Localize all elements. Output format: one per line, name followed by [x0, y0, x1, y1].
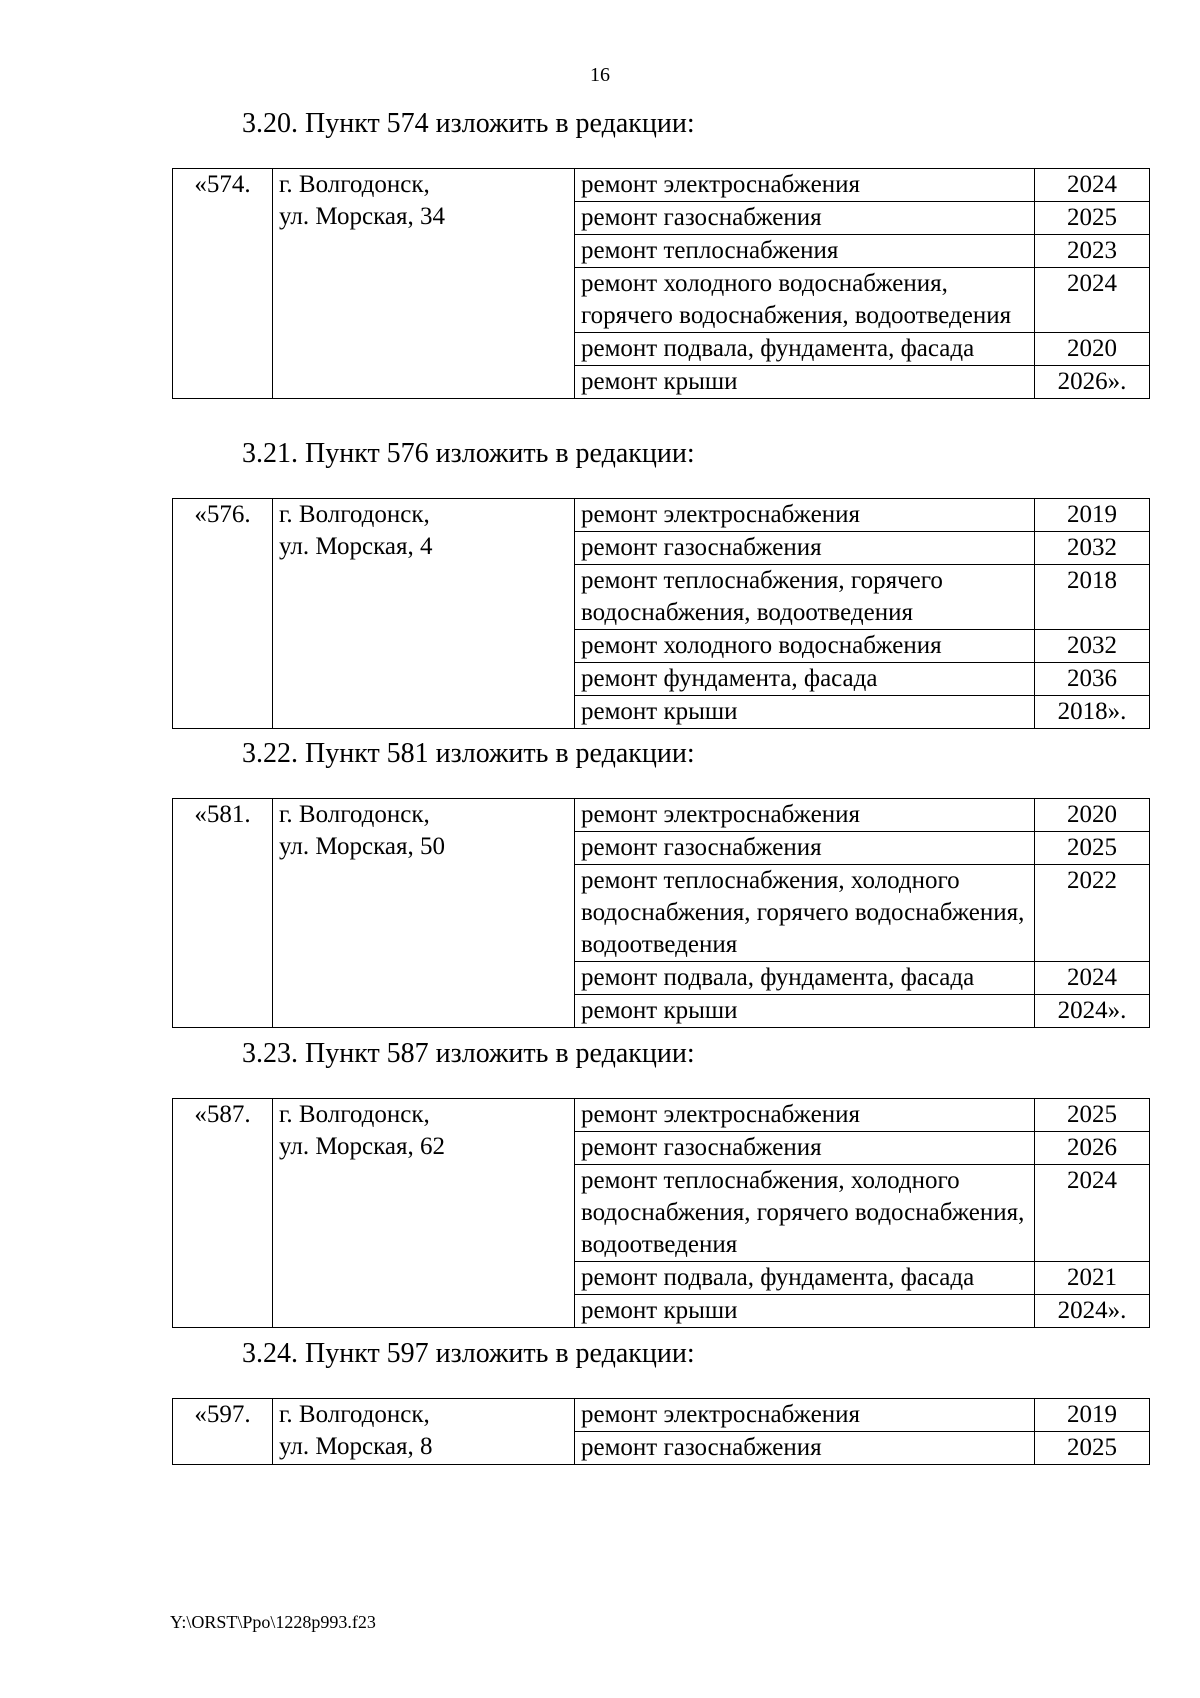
work-type: ремонт теплоснабжения [575, 235, 1035, 268]
work-year: 2022 [1035, 865, 1150, 962]
work-year: 2019 [1035, 499, 1150, 532]
work-type: ремонт подвала, фундамента, фасада [575, 962, 1035, 995]
work-year: 2020 [1035, 333, 1150, 366]
work-type: ремонт теплоснабжения, холодного водоснабжения, горячего водоснабжения, водоотведения [575, 1165, 1035, 1262]
work-type: ремонт крыши [575, 995, 1035, 1028]
work-year: 2024 [1035, 169, 1150, 202]
work-year: 2020 [1035, 799, 1150, 832]
work-year: 2021 [1035, 1262, 1150, 1295]
work-type: ремонт подвала, фундамента, фасада [575, 1262, 1035, 1295]
address-city: г. Волгодонск, [279, 501, 430, 528]
work-year: 2025 [1035, 832, 1150, 865]
work-year: 2026 [1035, 1132, 1150, 1165]
footer-file-path: Y:\ORST\Ppo\1228p993.f23 [170, 1612, 376, 1632]
amendment-table [172, 498, 1150, 729]
work-year: 2025 [1035, 1432, 1150, 1465]
amendment-table [172, 168, 1150, 399]
address-street: ул. Морская, 4 [279, 533, 433, 560]
work-year: 2025 [1035, 202, 1150, 235]
work-type: ремонт газоснабжения [575, 1432, 1035, 1465]
work-type: ремонт крыши [575, 696, 1035, 729]
work-year: 2018 [1035, 565, 1150, 630]
work-type: ремонт газоснабжения [575, 832, 1035, 865]
address-city: г. Волгодонск, [279, 801, 430, 828]
table-row [173, 1399, 1150, 1432]
work-type: ремонт подвала, фундамента, фасада [575, 333, 1035, 366]
item-number: «581. [173, 799, 273, 1028]
work-type: ремонт крыши [575, 366, 1035, 399]
item-number: «574. [173, 169, 273, 399]
work-type: ремонт электроснабжения [575, 169, 1035, 202]
page-number: 16 [590, 64, 610, 86]
address-street: ул. Морская, 50 [279, 833, 445, 860]
amendment-table [172, 798, 1150, 1028]
work-year: 2019 [1035, 1399, 1150, 1432]
work-type: ремонт холодного водоснабжения [575, 630, 1035, 663]
work-type: ремонт газоснабжения [575, 202, 1035, 235]
section-heading: 3.23. Пункт 587 изложить в редакции: [242, 1038, 695, 1069]
table-row [173, 169, 1150, 202]
address-city: г. Волгодонск, [279, 171, 430, 198]
address-street: ул. Морская, 34 [279, 203, 445, 230]
work-year: 2024 [1035, 268, 1150, 333]
work-type: ремонт электроснабжения [575, 1099, 1035, 1132]
amendment-table [172, 1398, 1150, 1465]
item-number: «597. [173, 1399, 273, 1465]
section-heading: 3.21. Пункт 576 изложить в редакции: [242, 438, 695, 469]
item-number: «576. [173, 499, 273, 729]
work-year: 2032 [1035, 532, 1150, 565]
work-type: ремонт электроснабжения [575, 799, 1035, 832]
address-city: г. Волгодонск, [279, 1401, 430, 1428]
table-row [173, 799, 1150, 832]
work-year: 2024». [1035, 995, 1150, 1028]
work-year: 2026». [1035, 366, 1150, 399]
work-year: 2032 [1035, 630, 1150, 663]
section-heading: 3.20. Пункт 574 изложить в редакции: [242, 108, 695, 139]
address-street: ул. Морская, 62 [279, 1133, 445, 1160]
address-cell [273, 169, 575, 399]
work-year: 2023 [1035, 235, 1150, 268]
work-type: ремонт электроснабжения [575, 499, 1035, 532]
amendment-table [172, 1098, 1150, 1328]
table-row [173, 499, 1150, 532]
address-city: г. Волгодонск, [279, 1101, 430, 1128]
work-type: ремонт электроснабжения [575, 1399, 1035, 1432]
work-year: 2024 [1035, 962, 1150, 995]
table-row [173, 1099, 1150, 1132]
work-year: 2036 [1035, 663, 1150, 696]
work-type: ремонт газоснабжения [575, 1132, 1035, 1165]
work-year: 2024 [1035, 1165, 1150, 1262]
work-type: ремонт теплоснабжения, горячего водоснабжения, водоотведения [575, 565, 1035, 630]
work-type: ремонт крыши [575, 1295, 1035, 1328]
address-cell [273, 1099, 575, 1328]
work-year: 2018». [1035, 696, 1150, 729]
address-cell [273, 1399, 575, 1465]
address-street: ул. Морская, 8 [279, 1433, 433, 1460]
work-type: ремонт газоснабжения [575, 532, 1035, 565]
work-type: ремонт теплоснабжения, холодного водоснабжения, горячего водоснабжения, водоотведения [575, 865, 1035, 962]
address-cell [273, 499, 575, 729]
item-number: «587. [173, 1099, 273, 1328]
work-year: 2024». [1035, 1295, 1150, 1328]
section-heading: 3.22. Пункт 581 изложить в редакции: [242, 738, 695, 769]
work-type: ремонт холодного водоснабжения, горячего водоснабжения, водоотведения [575, 268, 1035, 333]
work-type: ремонт фундамента, фасада [575, 663, 1035, 696]
section-heading: 3.24. Пункт 597 изложить в редакции: [242, 1338, 695, 1369]
address-cell [273, 799, 575, 1028]
work-year: 2025 [1035, 1099, 1150, 1132]
